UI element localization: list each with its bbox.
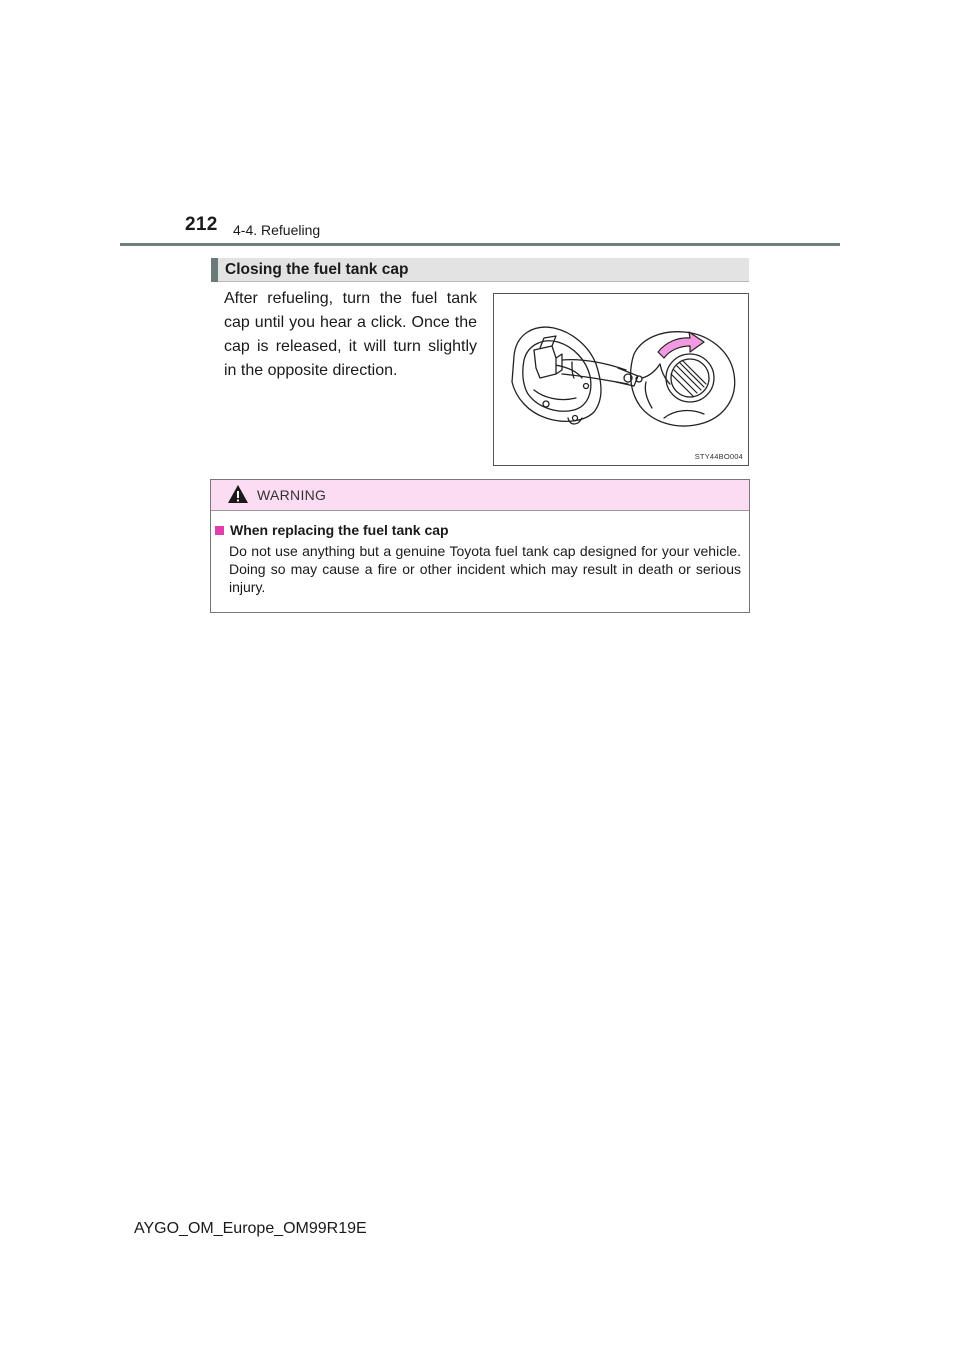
warning-item-heading [215,522,449,538]
warning-heading-text: When replacing the fuel tank cap [230,522,449,538]
header-rule [120,243,840,246]
subsection-title: Closing the fuel tank cap [225,261,409,278]
bullet-square-icon [215,526,224,535]
subsection-marker [211,258,218,282]
warning-item-text: Do not use anything but a genuine Toyota fuel tank cap designed for your vehicle. Doing so may cause a fire or other incident which may result in death or serious injury. [229,543,741,595]
warning-header [211,480,749,511]
fuel-cap-illustration [493,293,749,466]
warning-triangle-icon [227,484,249,504]
rotation-arrow [658,332,704,358]
section-label: 4-4. Refueling [233,222,321,238]
document-id: AYGO_OM_Europe_OM99R19E [134,1220,367,1237]
warning-box [210,479,750,613]
figure-code: STY44BO004 [694,452,743,461]
page-number: 212 [185,214,218,235]
body-paragraph: After refueling, turn the fuel tank cap until you hear a click. Once the cap is released, it will turn slightly in the opposite direction. [224,290,477,379]
warning-title: WARNING [257,487,327,503]
subsection-header [211,258,749,282]
fuel-door-drawing [494,294,748,465]
